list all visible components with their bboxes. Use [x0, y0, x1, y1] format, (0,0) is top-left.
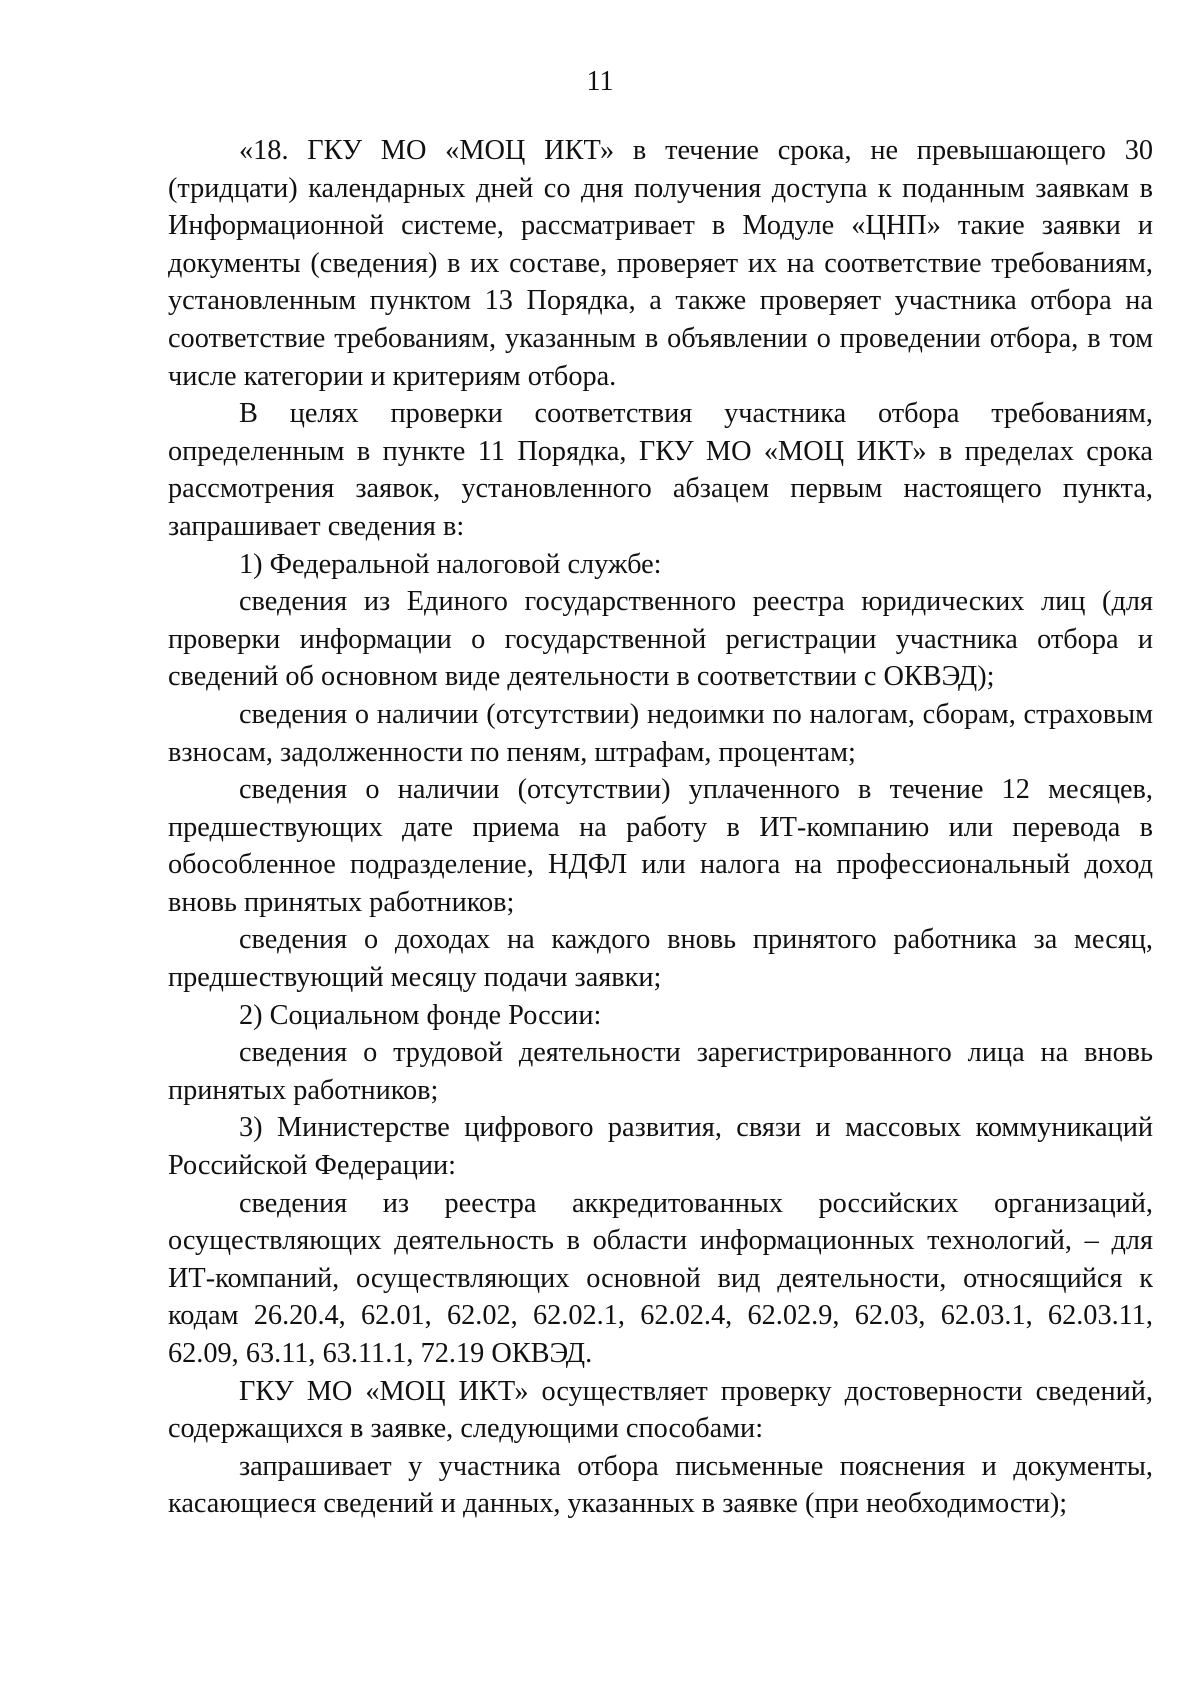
paragraph: ГКУ МО «МОЦ ИКТ» осуществляет проверку достоверности сведений, содержащихся в заявке, следующими способами:	[168, 1375, 1153, 1445]
paragraph: сведения из реестра аккредитованных российских организаций, осуществляющих деятельность в области информационных технологий, – для ИТ-компаний, осуществляющих основной вид деятельности, относящийся к кодам 26.20.4, 62.01, 62.02, 62.02.1, 62.02.4, 62.02.9, 62.03, 62.03.1, 62.03.11, 62.09, 63.11, 63.11.1, 72.19 ОКВЭД.	[168, 1187, 1153, 1369]
document-body	[168, 132, 1153, 1523]
paragraph: сведения о доходах на каждого вновь принятого работника за месяц, предшествующий месяцу подачи заявки;	[168, 924, 1153, 994]
paragraph: сведения о наличии (отсутствии) недоимки по налогам, сборам, страховым взносам, задолженности по пеням, штрафам, процентам;	[168, 698, 1153, 768]
paragraph: сведения о наличии (отсутствии) уплаченного в течение 12 месяцев, предшествующих дате приема на работу в ИТ-компанию или перевода в обособленное подразделение, НДФЛ или налога на профессиональный доход вновь принятых работников;	[168, 774, 1153, 918]
page-number: 11	[586, 66, 614, 97]
paragraph: запрашивает у участника отбора письменные пояснения и документы, касающиеся сведений и данных, указанных в заявке (при необходимости);	[168, 1450, 1153, 1520]
paragraph: «18. ГКУ МО «МОЦ ИКТ» в течение срока, не превышающего 30 (тридцати) календарных дней со дня получения доступа к поданным заявкам в Информационной системе, рассматривает в Модуле «ЦНП» такие заявки и документы (сведения) в их составе, проверяет их на соответствие требованиям, установленным пунктом 13 Порядка, а также проверяет участника отбора на соответствие требованиям, указанным в объявлении о проведении отбора, в том числе категории и критериям отбора.	[168, 135, 1153, 392]
list-item: 3) Министерстве цифрового развития, связи и массовых коммуникаций Российской Федерации:	[168, 1112, 1153, 1182]
paragraph: сведения о трудовой деятельности зарегистрированного лица на вновь принятых работников;	[168, 1037, 1153, 1106]
paragraph: сведения из Единого государственного реестра юридических лиц (для проверки информации о государственной регистрации участника отбора и сведений об основном виде деятельности в соответствии с ОКВЭД);	[168, 586, 1153, 693]
paragraph: В целях проверки соответствия участника отбора требованиям, определенным в пункте 11 Порядка, ГКУ МО «МОЦ ИКТ» в пределах срока рассмотрения заявок, установленного абзацем первым настоящего пункта, запрашивает сведения в:	[168, 398, 1153, 542]
list-item: 1) Федеральной налоговой службе:	[239, 548, 662, 580]
list-item: 2) Социальном фонде России:	[239, 999, 602, 1031]
